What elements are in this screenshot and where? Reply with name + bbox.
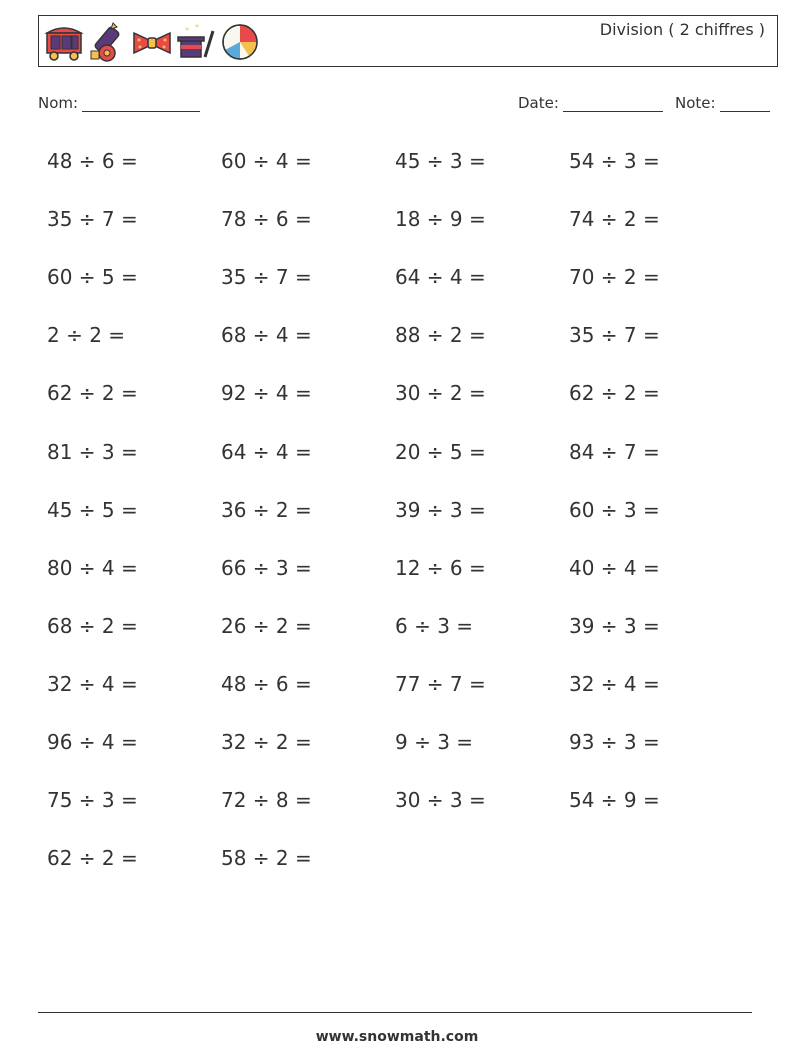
problem-item: 70 ÷ 2 =	[569, 265, 660, 289]
problem-item: 30 ÷ 3 =	[395, 788, 486, 812]
problem-item: 20 ÷ 5 =	[395, 440, 486, 464]
problem-item: 32 ÷ 2 =	[221, 730, 312, 754]
problem-item: 80 ÷ 4 =	[47, 556, 138, 580]
header-box	[38, 15, 778, 67]
problem-item: 12 ÷ 6 =	[395, 556, 486, 580]
problem-item: 96 ÷ 4 =	[47, 730, 138, 754]
problem-item: 81 ÷ 3 =	[47, 440, 138, 464]
problem-item: 26 ÷ 2 =	[221, 614, 312, 638]
name-field	[38, 94, 200, 112]
problem-item: 84 ÷ 7 =	[569, 440, 660, 464]
problem-item: 40 ÷ 4 =	[569, 556, 660, 580]
problem-item: 30 ÷ 2 =	[395, 381, 486, 405]
footer-rule	[38, 1012, 752, 1013]
problem-item: 62 ÷ 2 =	[569, 381, 660, 405]
problem-item: 6 ÷ 3 =	[395, 614, 474, 638]
problem-item: 58 ÷ 2 =	[221, 846, 312, 870]
name-blank[interactable]	[82, 97, 200, 112]
name-label: Nom:	[38, 94, 79, 112]
problem-item: 68 ÷ 4 =	[221, 323, 312, 347]
problem-item: 60 ÷ 3 =	[569, 498, 660, 522]
problem-item: 92 ÷ 4 =	[221, 381, 312, 405]
problem-item: 18 ÷ 9 =	[395, 207, 486, 231]
problem-item: 60 ÷ 4 =	[221, 149, 312, 173]
problem-item: 36 ÷ 2 =	[221, 498, 312, 522]
problem-item: 93 ÷ 3 =	[569, 730, 660, 754]
problem-item: 54 ÷ 3 =	[569, 149, 660, 173]
problem-item: 39 ÷ 3 =	[569, 614, 660, 638]
problem-item: 35 ÷ 7 =	[569, 323, 660, 347]
grade-field	[675, 94, 770, 112]
problem-item: 68 ÷ 2 =	[47, 614, 138, 638]
problem-item: 88 ÷ 2 =	[395, 323, 486, 347]
problem-item: 77 ÷ 7 =	[395, 672, 486, 696]
problem-item: 9 ÷ 3 =	[395, 730, 474, 754]
svg-text:*: *	[185, 26, 189, 35]
problem-item: 45 ÷ 5 =	[47, 498, 138, 522]
problem-item: 62 ÷ 2 =	[47, 381, 138, 405]
problem-item: 54 ÷ 9 =	[569, 788, 660, 812]
icon-strip	[43, 21, 261, 63]
problem-item: 48 ÷ 6 =	[221, 672, 312, 696]
problem-item: 39 ÷ 3 =	[395, 498, 486, 522]
problem-item: 35 ÷ 7 =	[47, 207, 138, 231]
problem-item: 45 ÷ 3 =	[395, 149, 486, 173]
problem-item: 62 ÷ 2 =	[47, 846, 138, 870]
grade-blank[interactable]	[720, 97, 770, 112]
problem-item: 64 ÷ 4 =	[395, 265, 486, 289]
worksheet-title: Division ( 2 chiffres )	[599, 20, 765, 39]
problem-item: 64 ÷ 4 =	[221, 440, 312, 464]
circus-wagon-icon	[43, 21, 85, 63]
problem-item: 60 ÷ 5 =	[47, 265, 138, 289]
problem-item: 48 ÷ 6 =	[47, 149, 138, 173]
date-field	[518, 94, 663, 112]
problem-item: 35 ÷ 7 =	[221, 265, 312, 289]
problem-item: 72 ÷ 8 =	[221, 788, 312, 812]
date-blank[interactable]	[563, 97, 663, 112]
problem-item: 74 ÷ 2 =	[569, 207, 660, 231]
cannon-icon	[87, 21, 129, 63]
svg-text:*: *	[195, 23, 199, 32]
date-label: Date:	[518, 94, 559, 112]
problem-item: 32 ÷ 4 =	[569, 672, 660, 696]
problem-item: 66 ÷ 3 =	[221, 556, 312, 580]
grade-label: Note:	[675, 94, 716, 112]
problem-item: 75 ÷ 3 =	[47, 788, 138, 812]
problem-item: 78 ÷ 6 =	[221, 207, 312, 231]
problem-item: 32 ÷ 4 =	[47, 672, 138, 696]
magic-hat-icon	[175, 21, 217, 63]
footer-url: www.snowmath.com	[315, 1029, 479, 1045]
bow-tie-icon	[131, 21, 173, 63]
problem-item: 2 ÷ 2 =	[47, 323, 126, 347]
beach-ball-icon	[219, 21, 261, 63]
